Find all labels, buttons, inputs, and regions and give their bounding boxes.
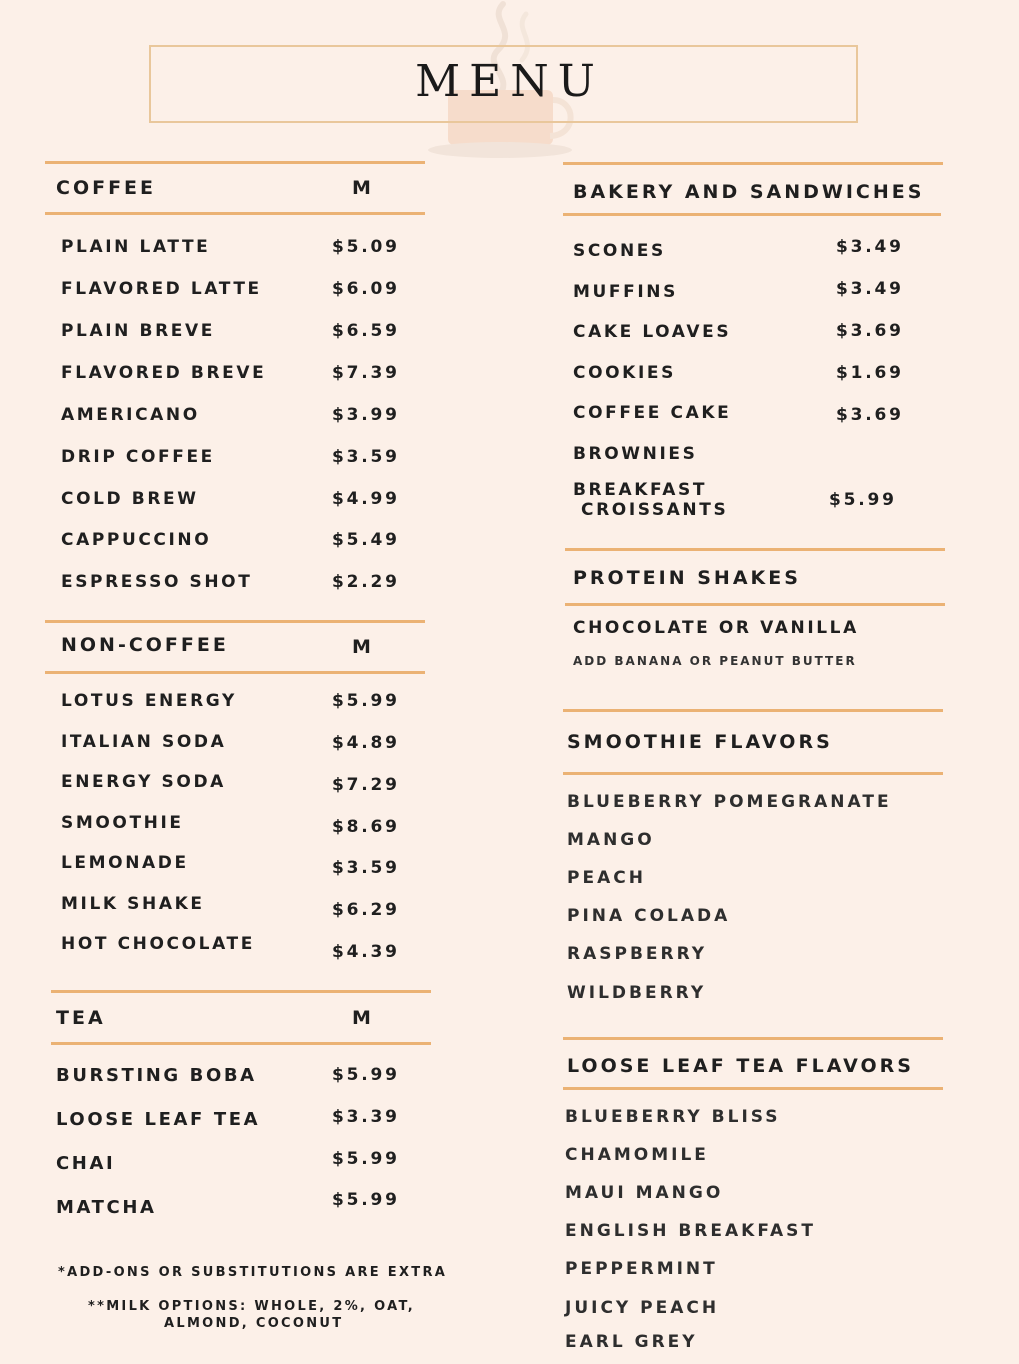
menu-item-price: $5.99 — [332, 1190, 400, 1210]
menu-item-name: PLAIN BREVE — [61, 321, 215, 341]
milk-note-line1: **MILK OPTIONS: WHOLE, 2%, OAT, — [88, 1299, 415, 1314]
menu-item-price: $3.59 — [332, 447, 400, 467]
section-heading-protein: PROTEIN SHAKES — [573, 567, 801, 589]
menu-item-name: CHAI — [56, 1153, 116, 1174]
section-rule — [45, 671, 425, 674]
menu-item-name: CAPPUCCINO — [61, 530, 212, 550]
menu-item-price: $3.69 — [836, 321, 904, 341]
menu-item-name: CROISSANTS — [581, 500, 729, 520]
menu-item-price: $3.49 — [836, 279, 904, 299]
menu-item-price: $5.99 — [332, 691, 400, 711]
menu-item-price: $5.49 — [332, 530, 400, 550]
section-rule — [51, 1042, 431, 1045]
flavor-item: CHAMOMILE — [565, 1145, 709, 1165]
menu-item-name: DRIP COFFEE — [61, 447, 215, 467]
flavor-item: PINA COLADA — [567, 906, 731, 926]
section-heading-smoothie: SMOOTHIE FLAVORS — [567, 731, 833, 753]
section-rule — [563, 1037, 943, 1040]
menu-item-name: ITALIAN SODA — [61, 732, 227, 752]
menu-item-price: $5.99 — [332, 1149, 400, 1169]
flavor-item: ENGLISH BREAKFAST — [565, 1221, 816, 1241]
section-rule — [45, 212, 425, 215]
menu-item-price: $6.09 — [332, 279, 400, 299]
menu-item-price: $6.59 — [332, 321, 400, 341]
menu-item-price: $1.69 — [836, 363, 904, 383]
section-rule — [563, 772, 943, 775]
flavor-item: BLUEBERRY BLISS — [565, 1107, 781, 1127]
section-rule — [565, 548, 945, 551]
menu-item-price: $3.69 — [836, 405, 904, 425]
menu-item-price: $3.39 — [332, 1107, 400, 1127]
section-heading-coffee: COFFEE — [56, 177, 157, 199]
size-label: M — [352, 177, 371, 199]
menu-item-name: AMERICANO — [61, 405, 200, 425]
flavor-item: EARL GREY — [565, 1332, 698, 1352]
section-rule — [45, 620, 425, 623]
flavor-item: PEACH — [567, 868, 646, 888]
milk-note-line2: ALMOND, COCONUT — [164, 1316, 344, 1331]
section-rule — [563, 162, 943, 165]
menu-item-price: $7.29 — [332, 775, 400, 795]
menu-item-name: PLAIN LATTE — [61, 237, 211, 257]
menu-item-price: $4.99 — [332, 489, 400, 509]
flavor-item: PEPPERMINT — [565, 1259, 718, 1279]
addons-note: *ADD-ONS OR SUBSTITUTIONS ARE EXTRA — [58, 1265, 448, 1280]
menu-item-name: ENERGY SODA — [61, 772, 226, 792]
section-rule — [565, 603, 945, 606]
section-rule — [563, 709, 943, 712]
menu-item-price: $3.99 — [332, 405, 400, 425]
menu-item-name: CHOCOLATE OR VANILLA — [573, 618, 859, 638]
menu-item-price: $4.89 — [332, 733, 400, 753]
menu-item-name: HOT CHOCOLATE — [61, 934, 255, 954]
protein-addon-note: ADD BANANA OR PEANUT BUTTER — [573, 654, 857, 668]
menu-item-name: CAKE LOAVES — [573, 322, 732, 342]
flavor-item: JUICY PEACH — [565, 1298, 720, 1318]
menu-item-name: BURSTING BOBA — [56, 1065, 257, 1086]
flavor-item: WILDBERRY — [567, 983, 707, 1003]
size-label: M — [352, 1007, 371, 1029]
section-heading-tea: TEA — [56, 1007, 106, 1029]
menu-item-name: FLAVORED LATTE — [61, 279, 262, 299]
menu-item-price: $3.49 — [836, 237, 904, 257]
menu-item-price: $6.29 — [332, 900, 400, 920]
menu-item-name: BROWNIES — [573, 444, 698, 464]
section-rule — [51, 990, 431, 993]
menu-item-name: MILK SHAKE — [61, 894, 205, 914]
menu-item-name: COLD BREW — [61, 489, 199, 509]
section-heading-looseleaf: LOOSE LEAF TEA FLAVORS — [567, 1055, 914, 1077]
menu-item-price: $3.59 — [332, 858, 400, 878]
menu-item-name: MATCHA — [56, 1197, 157, 1218]
menu-item-price: $5.99 — [829, 490, 897, 510]
menu-item-name: BREAKFAST — [573, 480, 708, 500]
menu-item-price: $2.29 — [332, 572, 400, 592]
flavor-item: RASPBERRY — [567, 944, 708, 964]
menu-item-name: COFFEE CAKE — [573, 403, 732, 423]
section-rule — [45, 161, 425, 164]
menu-item-name: FLAVORED BREVE — [61, 363, 267, 383]
section-rule — [563, 213, 941, 216]
flavor-item: BLUEBERRY POMEGRANATE — [567, 792, 892, 812]
menu-item-name: COOKIES — [573, 363, 676, 383]
menu-title: MENU — [415, 56, 604, 107]
menu-item-price: $4.39 — [332, 942, 400, 962]
section-heading-noncoffee: NON-COFFEE — [61, 634, 229, 656]
section-rule — [563, 1087, 943, 1090]
menu-item-name: SMOOTHIE — [61, 813, 184, 833]
menu-item-name: LEMONADE — [61, 853, 189, 873]
menu-item-name: SCONES — [573, 241, 666, 261]
flavor-item: MANGO — [567, 830, 655, 850]
menu-item-price: $5.99 — [332, 1065, 400, 1085]
menu-item-name: ESPRESSO SHOT — [61, 572, 253, 592]
menu-item-name: LOTUS ENERGY — [61, 691, 237, 711]
menu-item-name: LOOSE LEAF TEA — [56, 1109, 261, 1130]
menu-item-name: MUFFINS — [573, 282, 678, 302]
size-label: M — [352, 636, 371, 658]
menu-item-price: $5.09 — [332, 237, 400, 257]
flavor-item: MAUI MANGO — [565, 1183, 724, 1203]
menu-item-price: $8.69 — [332, 817, 400, 837]
menu-item-price: $7.39 — [332, 363, 400, 383]
section-heading-bakery: BAKERY AND SANDWICHES — [573, 181, 925, 203]
